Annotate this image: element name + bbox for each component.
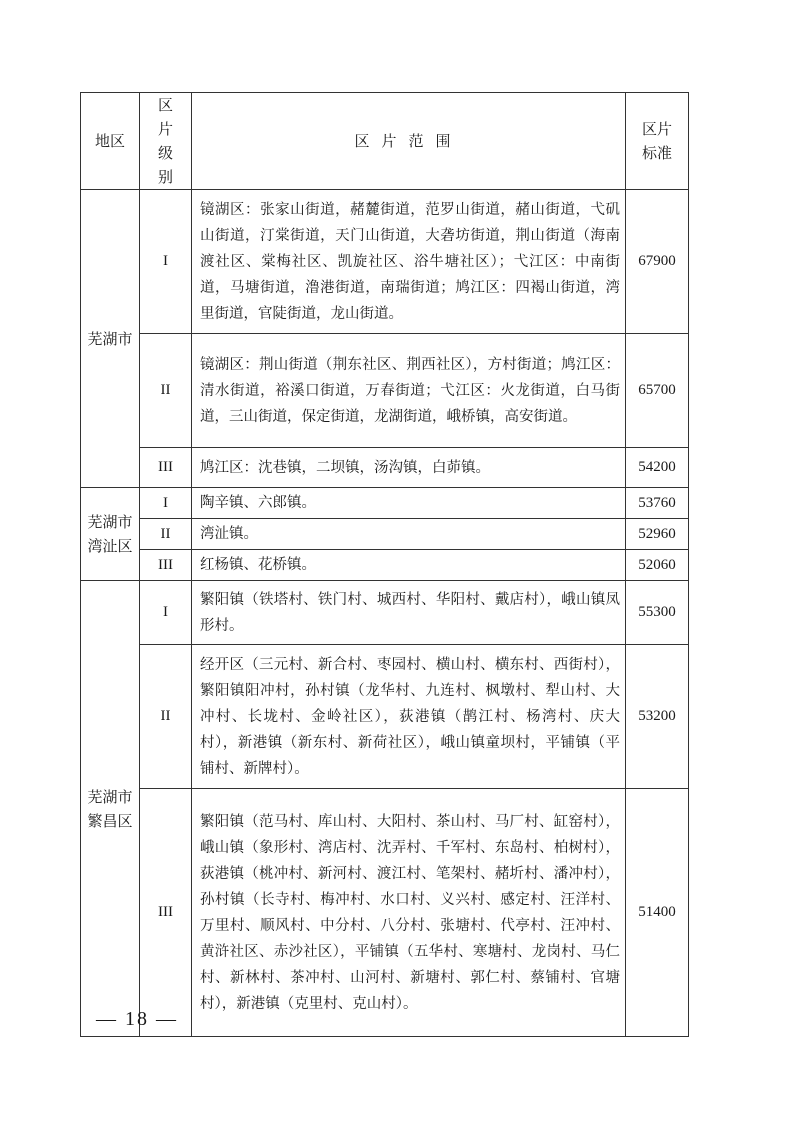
table-row	[81, 645, 689, 789]
region-cell: 芜湖市繁昌区	[81, 581, 140, 1037]
level-cell: III	[140, 550, 192, 581]
page-number: — 18 —	[96, 1008, 178, 1030]
range-cell: 鸠江区：沈巷镇，二坝镇，汤沟镇，白茆镇。	[192, 448, 626, 488]
header-row	[81, 93, 689, 190]
standard-cell: 54200	[626, 448, 689, 488]
zone-price-table	[80, 92, 689, 1037]
header-region: 地区	[81, 93, 140, 190]
standard-cell: 65700	[626, 334, 689, 448]
table-row	[81, 190, 689, 334]
standard-cell: 52960	[626, 519, 689, 550]
table-row	[81, 448, 689, 488]
level-cell: II	[140, 645, 192, 789]
standard-cell: 53760	[626, 488, 689, 519]
level-cell: II	[140, 334, 192, 448]
table-row	[81, 789, 689, 1037]
range-cell: 红杨镇、花桥镇。	[192, 550, 626, 581]
table-row	[81, 334, 689, 448]
table-row	[81, 519, 689, 550]
header-standard: 区片标准	[626, 93, 689, 190]
standard-cell: 53200	[626, 645, 689, 789]
table-row	[81, 581, 689, 645]
level-cell: II	[140, 519, 192, 550]
range-cell: 经开区（三元村、新合村、枣园村、横山村、横东村、西街村），繁阳镇阳冲村，孙村镇（龙华村、九连村、枫墩村、犁山村、大冲村、长垅村、金岭社区），荻港镇（鹊江村、杨湾村、庆大村），新港镇（新东村、新荷社区），峨山镇童坝村，平铺镇（平铺村、新牌村）。	[192, 645, 626, 789]
level-cell: III	[140, 789, 192, 1037]
range-cell: 繁阳镇（铁塔村、铁门村、城西村、华阳村、戴店村），峨山镇凤形村。	[192, 581, 626, 645]
table-row	[81, 488, 689, 519]
region-cell: 芜湖市湾沚区	[81, 488, 140, 581]
header-range: 区片范围	[192, 93, 626, 190]
level-cell: I	[140, 581, 192, 645]
table-row	[81, 550, 689, 581]
range-cell: 陶辛镇、六郎镇。	[192, 488, 626, 519]
header-level: 区片级别	[140, 93, 192, 190]
region-cell: 芜湖市	[81, 190, 140, 488]
level-cell: III	[140, 448, 192, 488]
range-cell: 湾沚镇。	[192, 519, 626, 550]
standard-cell: 51400	[626, 789, 689, 1037]
standard-cell: 52060	[626, 550, 689, 581]
level-cell: I	[140, 190, 192, 334]
range-cell: 镜湖区：荆山街道（荆东社区、荆西社区），方村街道；鸠江区：清水街道，裕溪口街道，万春街道；弋江区：火龙街道，白马街道，三山街道，保定街道，龙湖街道，峨桥镇，高安街道。	[192, 334, 626, 448]
standard-cell: 55300	[626, 581, 689, 645]
level-cell: I	[140, 488, 192, 519]
range-cell: 繁阳镇（范马村、库山村、大阳村、茶山村、马厂村、缸窑村），峨山镇（象形村、湾店村、沈弄村、千军村、东岛村、柏树村），荻港镇（桃冲村、新河村、渡江村、笔架村、赭圻村、潘冲村），孙村镇（长寺村、梅冲村、水口村、义兴村、感定村、汪洋村、万里村、顺风村、中分村、八分村、张塘村、代亭村、汪冲村、黄浒社区、赤沙社区），平铺镇（五华村、寒塘村、龙岗村、马仁村、新林村、茶冲村、山河村、新塘村、郭仁村、蔡铺村、官塘村），新港镇（克里村、克山村）。	[192, 789, 626, 1037]
standard-cell: 67900	[626, 190, 689, 334]
range-cell: 镜湖区：张家山街道，赭麓街道，范罗山街道，赭山街道，弋矶山街道，汀棠街道，天门山街道，大砻坊街道，荆山街道（海南渡社区、棠梅社区、凯旋社区、浴牛塘社区）；弋江区：中南街道，马塘街道，澛港街道，南瑞街道；鸠江区：四褐山街道，湾里街道，官陡街道，龙山街道。	[192, 190, 626, 334]
